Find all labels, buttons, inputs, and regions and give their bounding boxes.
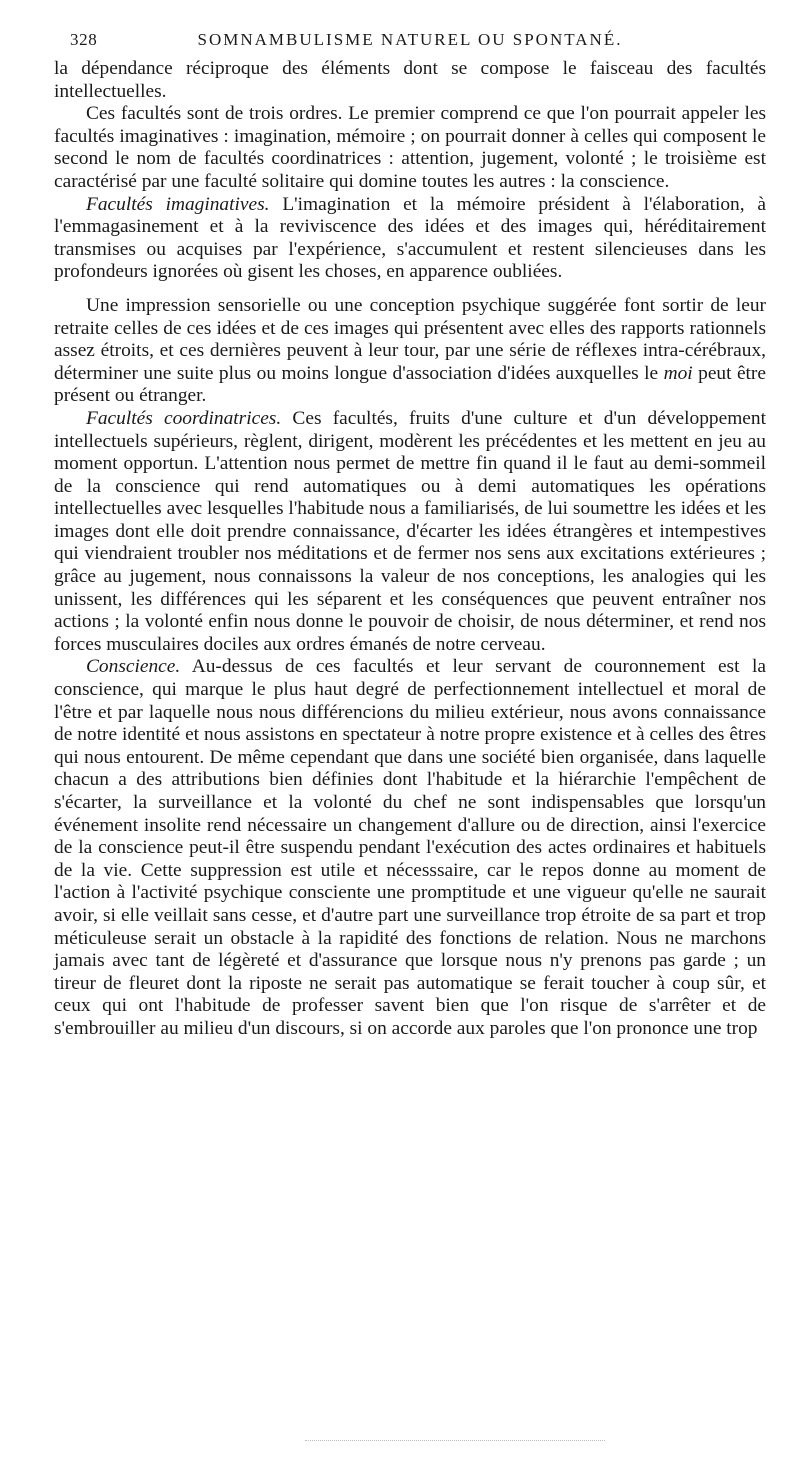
- running-title: SOMNAMBULISME NATUREL OU SPONTANÉ.: [197, 30, 623, 49]
- paragraph-faculty-orders: Ces facultés sont de trois ordres. Le premier comprend ce que l'on pourrait appeler les facultés imaginatives : imagination, mémoire ; on pourrait donner à celles qui composent le second le nom de facultés coordinatrices : attention, jugement, volonté ; le troisième est caractérisé par une faculté solitaire qui domine toutes les autres : la conscience.: [54, 103, 766, 192]
- footer-rule: [305, 1440, 605, 1441]
- section-text-imaginative: L'imagination et la mémoire président à l'élaboration, à l'emmagasinement et à la reviviscence des idées et des images qui, héréditairement transmises ou acquises par l'expérience, s'accumulent et restent silencieuses dans les profondeurs ignorées où gisent les choses, en apparence oubliées.: [54, 193, 766, 283]
- section-heading-imaginative: Facultés imaginatives.: [86, 193, 270, 215]
- section-heading-conscience: Conscience.: [86, 656, 181, 678]
- body-text: [54, 58, 766, 1041]
- section-heading-coordinating: Facultés coordinatrices.: [86, 407, 282, 429]
- paragraph-conscience: [54, 656, 766, 1040]
- paragraph-gap: [54, 284, 766, 295]
- page-number: 328: [70, 30, 98, 49]
- paragraph-imaginative-faculties: [54, 194, 766, 284]
- section-text-coordinating: Ces facultés, fruits d'une culture et d'un développement intellectuels supérieurs, règlent, dirigent, modèrent les précédentes et les mettent en jeu au moment opportun. L'attention nous permet de mettre fin quand il le faut au demi-sommeil de la conscience qui rend automatiques ou à demi automatiques les opérations intellectuelles avec lesquelles l'habitude nous a familiarisés, de lui soumettre les idées et les images dont elle doit prendre connaissance, d'écarter les idées étrangères et intempestives qui viendraient troubler nos méditations et de fermer nos sens aux excitations extérieures ; grâce au jugement, nous connaissons la valeur de nos conceptions, les analogies qui les unissent, les différences qui les séparent et les conséquences que peuvent entraîner nos actions ; la volonté enfin nous donne le pouvoir de choisir, de nous déterminer, et rend nos forces musculaires dociles aux ordres émanés de notre cerveau.: [54, 407, 766, 655]
- running-head: [54, 30, 766, 58]
- italic-word-moi: moi: [663, 362, 693, 384]
- paragraph-continuation: la dépendance réciproque des éléments dont se compose le faisceau des facultés intellectuelles.: [54, 58, 766, 102]
- paragraph-sensory-impression: Une impression sensorielle ou une conception psychique suggérée font sortir de leur retraite celles de ces idées et de ces images qui présentent avec elles des rapports rationnels assez étroits, et ces dernières peuvent à leur tour, par une série de réflexes intra-cérébraux, déterminer une suite plus ou moins longue d'association d'idées auxquelles le moi peut être présent ou étranger.: [54, 294, 767, 407]
- paragraph-coordinating-faculties: [54, 408, 766, 657]
- section-text-conscience: Au-dessus de ces facultés et leur servant de couronnement est la conscience, qui marque le plus haut degré de perfectionnement intellectuel et moral de l'être et par laquelle nous nous différencions du milieu extérieur, nous avons connaissance de notre identité et nous assistons en spectateur à notre propre existence et à celles des êtres qui nous entourent. De même cependant que dans une société bien organisée, dans laquelle chacun a des attributions bien définies dont l'habitude et la hiérarchie l'empêchent de s'écarter, la surveillance et la volonté du chef ne sont indispensables que lorsqu'un événement insolite rend nécessaire un changement d'allure ou de direction, ainsi l'exercice de la conscience peut-il être suspendu pendant l'exécution des actes ordinaires et habituels de la vie. Cette suppression est utile et nécesssaire, car le repos donne au moment de l'action à l'activité psychique consciente une promptitude et une vigueur qu'elle ne saurait avoir, si elle veillait sans cesse, et d'autre part une surveillance trop étroite de sa part et trop méticuleuse serait un obstacle à la rapidité des fonctions de relation. Nous ne marchons jamais avec tant de légèreté et d'assurance que lorsque nous n'y prenons pas garde ; un tireur de fleuret dont la riposte ne serait pas automatique se ferait toucher à coup sûr, et ceux qui ont l'habitude de professer savent bien que l'on risque de s'arrêter et de s'embrouiller au milieu d'un discours, si on accorde aux paroles que l'on prononce une trop: [54, 656, 767, 1039]
